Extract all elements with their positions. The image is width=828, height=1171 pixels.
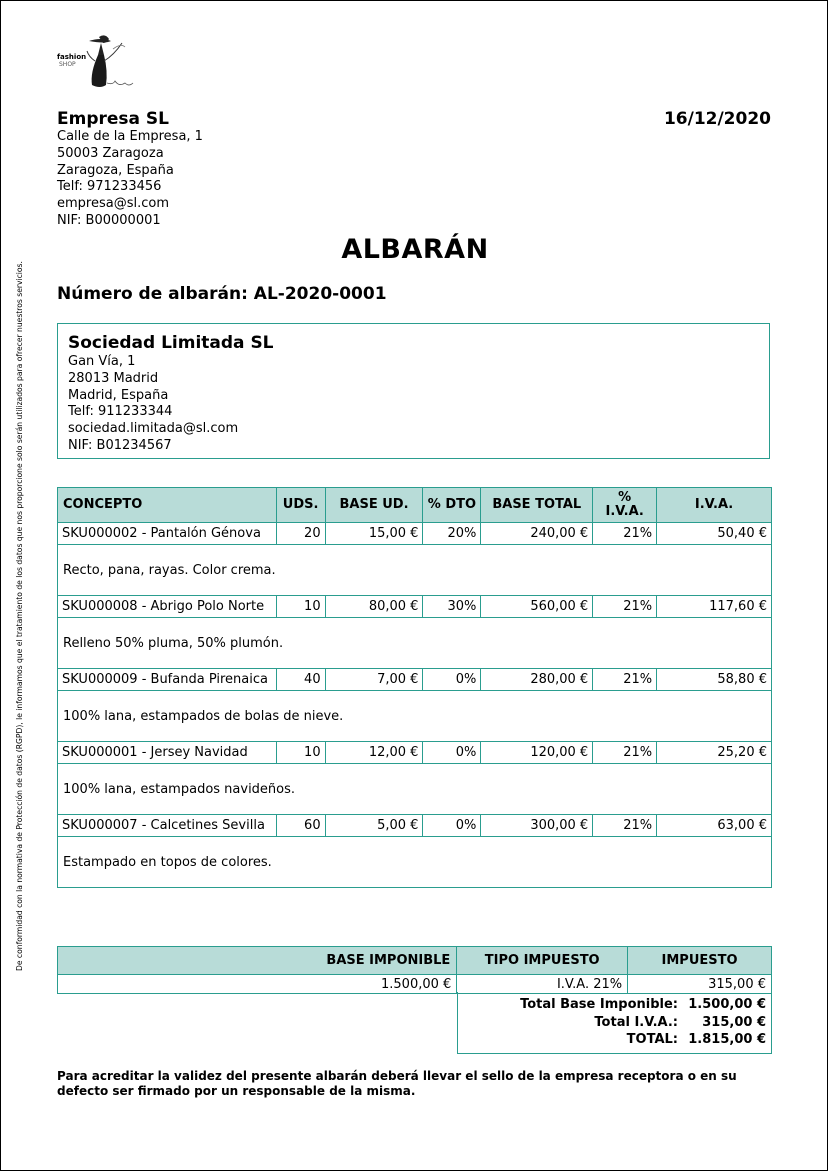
line-vat: 58,80 € xyxy=(657,669,772,691)
svg-text:SHOP: SHOP xyxy=(59,61,76,68)
client-phone: Telf: 911233344 xyxy=(68,404,173,420)
issuer-name: Empresa SL xyxy=(57,109,169,129)
line-units: 20 xyxy=(276,523,325,545)
client-city: 28013 Madrid xyxy=(68,370,159,386)
grand-total-row xyxy=(458,1031,771,1049)
line-discount: 0% xyxy=(423,669,481,691)
table-row xyxy=(58,815,772,837)
table-row-description xyxy=(58,618,772,669)
line-items-table xyxy=(57,487,772,888)
line-vat: 63,00 € xyxy=(657,815,772,837)
line-vat-pct: 21% xyxy=(593,815,657,837)
line-vat: 25,20 € xyxy=(657,742,772,764)
issuer-address: Calle de la Empresa, 1 xyxy=(57,129,203,144)
table-row xyxy=(58,669,772,691)
client-address: Gan Vía, 1 xyxy=(68,354,136,369)
header-tax-amount: IMPUESTO xyxy=(628,947,772,975)
line-unit-base: 12,00 € xyxy=(325,742,423,764)
line-concept: SKU000007 - Calcetines Sevilla xyxy=(58,815,277,837)
total-vat-row xyxy=(458,1014,771,1032)
line-base-total: 280,00 € xyxy=(481,669,593,691)
header-unit-base: BASE UD. xyxy=(325,488,423,523)
header-base-total: BASE TOTAL xyxy=(481,488,593,523)
line-description: Estampado en topos de colores. xyxy=(58,837,772,888)
table-row-description xyxy=(58,764,772,815)
line-vat: 50,40 € xyxy=(657,523,772,545)
line-unit-base: 7,00 € xyxy=(325,669,423,691)
data-protection-notice: De conformidad con la normativa de Protección de datos (RGPD), le informamos que el tratamiento de los datos que nos proporcione solo serán utilizados para ofrecer nuestros servicios. xyxy=(15,261,24,971)
issuer-email: empresa@sl.com xyxy=(57,196,169,212)
line-concept: SKU000008 - Abrigo Polo Norte xyxy=(58,596,277,618)
line-discount: 0% xyxy=(423,815,481,837)
line-vat: 117,60 € xyxy=(657,596,772,618)
tax-taxable-base: 1.500,00 € xyxy=(58,975,457,994)
table-row-description xyxy=(58,691,772,742)
line-vat-pct: 21% xyxy=(593,523,657,545)
line-vat-pct: 21% xyxy=(593,596,657,618)
issuer-tax-id: NIF: B00000001 xyxy=(57,212,161,228)
total-base-value: 1.500,00 € xyxy=(688,997,766,1012)
line-vat-pct: 21% xyxy=(593,669,657,691)
table-row-description xyxy=(58,545,772,596)
validity-notice: Para acreditar la validez del presente albarán deberá llevar el sello de la empresa receptora o en su defecto ser firmado por un responsable de la misma. xyxy=(57,1069,737,1098)
issuer-block xyxy=(57,109,203,230)
table-row xyxy=(58,975,772,994)
tax-type: I.V.A. 21% xyxy=(457,975,628,994)
total-base-label: Total Base Imponible: xyxy=(520,997,678,1012)
line-unit-base: 15,00 € xyxy=(325,523,423,545)
header-units: UDS. xyxy=(276,488,325,523)
issuer-city: 50003 Zaragoza xyxy=(57,145,164,161)
fashion-shop-logo xyxy=(55,31,143,95)
document-title: ALBARÁN xyxy=(341,234,489,265)
totals-block xyxy=(457,992,772,1054)
line-concept: SKU000009 - Bufanda Pirenaica xyxy=(58,669,277,691)
total-base-row xyxy=(458,996,771,1014)
total-vat-label: Total I.V.A.: xyxy=(594,1014,678,1030)
line-units: 40 xyxy=(276,669,325,691)
grand-total-value: 1.815,00 € xyxy=(688,1032,766,1047)
tax-summary-header xyxy=(58,947,772,975)
line-units: 10 xyxy=(276,742,325,764)
line-unit-base: 5,00 € xyxy=(325,815,423,837)
line-concept: SKU000002 - Pantalón Génova xyxy=(58,523,277,545)
document-date: 16/12/2020 xyxy=(663,109,771,129)
total-vat-value: 315,00 € xyxy=(702,1014,766,1030)
issuer-phone: Telf: 971233456 xyxy=(57,179,162,195)
table-row xyxy=(58,523,772,545)
header-discount: % DTO xyxy=(423,488,481,523)
line-base-total: 240,00 € xyxy=(481,523,593,545)
header-vat: I.V.A. xyxy=(657,488,772,523)
client-email: sociedad.limitada@sl.com xyxy=(68,421,239,437)
line-unit-base: 80,00 € xyxy=(325,596,423,618)
header-taxable-base: BASE IMPONIBLE xyxy=(58,947,457,975)
grand-total-label: TOTAL: xyxy=(626,1032,678,1047)
line-base-total: 560,00 € xyxy=(481,596,593,618)
header-concept: CONCEPTO xyxy=(58,488,277,523)
line-items-header xyxy=(58,488,772,523)
line-concept: SKU000001 - Jersey Navidad xyxy=(58,742,277,764)
line-discount: 20% xyxy=(423,523,481,545)
table-row xyxy=(58,742,772,764)
line-description: Recto, pana, rayas. Color crema. xyxy=(58,545,772,596)
client-name: Sociedad Limitada SL xyxy=(68,333,274,353)
line-base-total: 120,00 € xyxy=(481,742,593,764)
line-base-total: 300,00 € xyxy=(481,815,593,837)
line-description: 100% lana, estampados navideños. xyxy=(58,764,772,815)
header-vat-pct: % I.V.A. xyxy=(593,488,657,523)
tax-amount: 315,00 € xyxy=(628,975,772,994)
header-tax-type: TIPO IMPUESTO xyxy=(457,947,628,975)
line-units: 10 xyxy=(276,596,325,618)
line-discount: 30% xyxy=(423,596,481,618)
delivery-note-number: Número de albarán: AL-2020-0001 xyxy=(57,284,387,304)
line-vat-pct: 21% xyxy=(593,742,657,764)
line-units: 60 xyxy=(276,815,325,837)
line-description: Relleno 50% pluma, 50% plumón. xyxy=(58,618,772,669)
client-block xyxy=(57,323,770,459)
line-description: 100% lana, estampados de bolas de nieve. xyxy=(58,691,772,742)
table-row xyxy=(58,596,772,618)
client-region: Madrid, España xyxy=(68,387,169,403)
client-tax-id: NIF: B01234567 xyxy=(68,437,172,453)
svg-text:fashion: fashion xyxy=(57,53,87,61)
line-discount: 0% xyxy=(423,742,481,764)
tax-summary-table xyxy=(57,946,772,994)
issuer-region: Zaragoza, España xyxy=(57,162,174,178)
table-row-description xyxy=(58,837,772,888)
